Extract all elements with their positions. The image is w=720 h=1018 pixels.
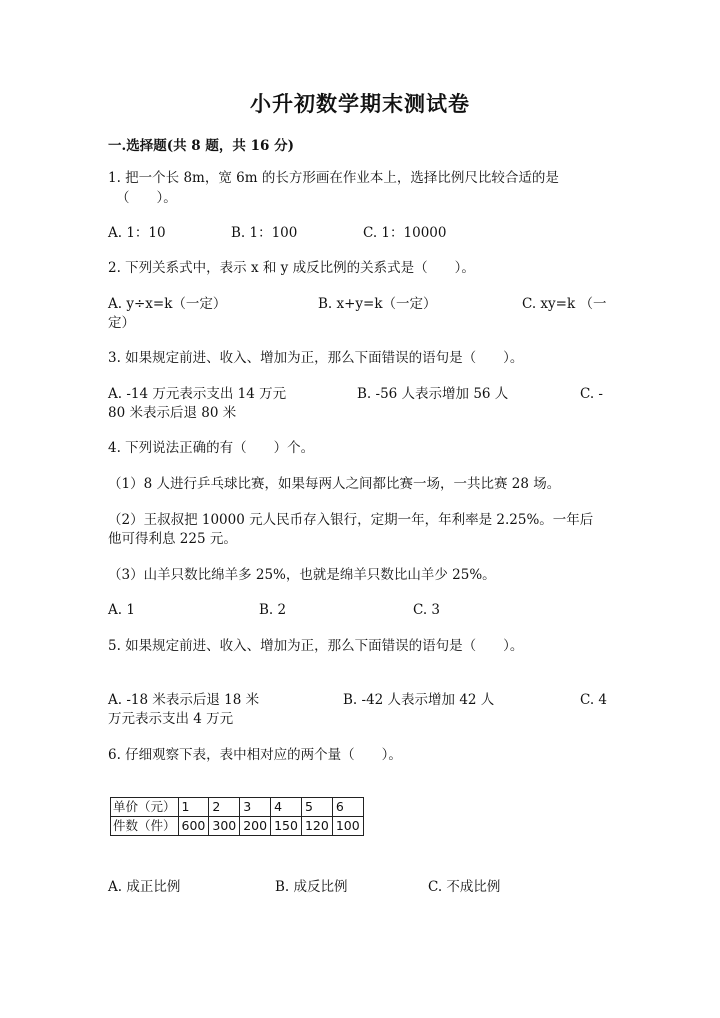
q4-option-c: C. 3: [413, 602, 441, 618]
table-cell: 4: [271, 798, 302, 817]
price-quantity-table: [110, 797, 364, 836]
q3-option-a: A. -14 万元表示支出 14 万元: [108, 386, 287, 402]
q5-option-c-cont: 万元表示支出 4 万元: [108, 711, 234, 727]
table-cell: 1: [178, 798, 209, 817]
q5-option-c: C. 4: [580, 692, 608, 708]
q3-option-b: B. -56 人表示增加 56 人: [357, 386, 509, 402]
q2-option-b: B. x+y=k（一定）: [318, 296, 437, 312]
table-row: [111, 817, 364, 836]
q2-option-c-cont: 定）: [108, 315, 135, 331]
q2-option-a: A. y÷x=k（一定）: [108, 296, 227, 312]
table-cell: 120: [301, 817, 332, 836]
q4-statement-1: （1）8 人进行乒乓球比赛，如果每两人之间都比赛一场，一共比赛 28 场。: [108, 476, 561, 492]
question-5-text: 5. 如果规定前进、收入、增加为正，那么下面错误的语句是（ ）。: [108, 638, 524, 654]
q6-option-c: C. 不成比例: [428, 879, 501, 895]
q4-option-b: B. 2: [259, 602, 287, 618]
table-cell: 150: [271, 817, 302, 836]
q1-option-c: C. 1：10000: [363, 225, 447, 241]
question-1-text-cont: （ ）。: [116, 190, 177, 206]
table-cell: 200: [240, 817, 271, 836]
table-cell: 2: [209, 798, 240, 817]
q5-option-b: B. -42 人表示增加 42 人: [343, 692, 495, 708]
table-cell: 3: [240, 798, 271, 817]
q1-option-a: A. 1：10: [108, 225, 166, 241]
question-3-text: 3. 如果规定前进、收入、增加为正，那么下面错误的语句是（ ）。: [108, 350, 524, 366]
q4-statement-3: （3）山羊只数比绵羊多 25%，也就是绵羊只数比山羊少 25%。: [108, 567, 496, 583]
question-2-text: 2. 下列关系式中，表示 x 和 y 成反比例的关系式是（ ）。: [108, 260, 475, 276]
table-cell: 100: [332, 817, 363, 836]
q4-statement-2: （2）王叔叔把 10000 元人民币存入银行，定期一年，年利率是 2.25%。一年后: [108, 512, 594, 528]
table-cell: 6: [332, 798, 363, 817]
table-row: [111, 798, 364, 817]
q6-option-a: A. 成正比例: [108, 879, 181, 895]
q4-option-a: A. 1: [108, 602, 135, 618]
q5-option-a: A. -18 米表示后退 18 米: [108, 692, 260, 708]
q1-option-b: B. 1：100: [231, 225, 298, 241]
table-cell: 单价（元）: [111, 798, 179, 817]
q2-option-c: C. xy=k （一: [522, 296, 607, 312]
section-heading: 一.选择题(共 8 题，共 16 分): [108, 138, 294, 154]
page-title: 小升初数学期末测试卷: [250, 91, 470, 116]
q4-statement-2-cont: 他可得利息 225 元。: [108, 531, 237, 547]
q3-option-c-cont: 80 米表示后退 80 米: [108, 405, 237, 421]
table-cell: 件数（件）: [111, 817, 179, 836]
table-cell: 5: [301, 798, 332, 817]
question-4-text: 4. 下列说法正确的有（ ）个。: [108, 440, 315, 456]
q3-option-c: C. -: [580, 386, 603, 402]
q6-option-b: B. 成反比例: [275, 879, 348, 895]
table-cell: 600: [178, 817, 209, 836]
table-cell: 300: [209, 817, 240, 836]
question-1-text: 1. 把一个长 8m，宽 6m 的长方形画在作业本上，选择比例尺比较合适的是: [108, 170, 559, 186]
question-6-text: 6. 仔细观察下表，表中相对应的两个量（ ）。: [108, 747, 402, 763]
